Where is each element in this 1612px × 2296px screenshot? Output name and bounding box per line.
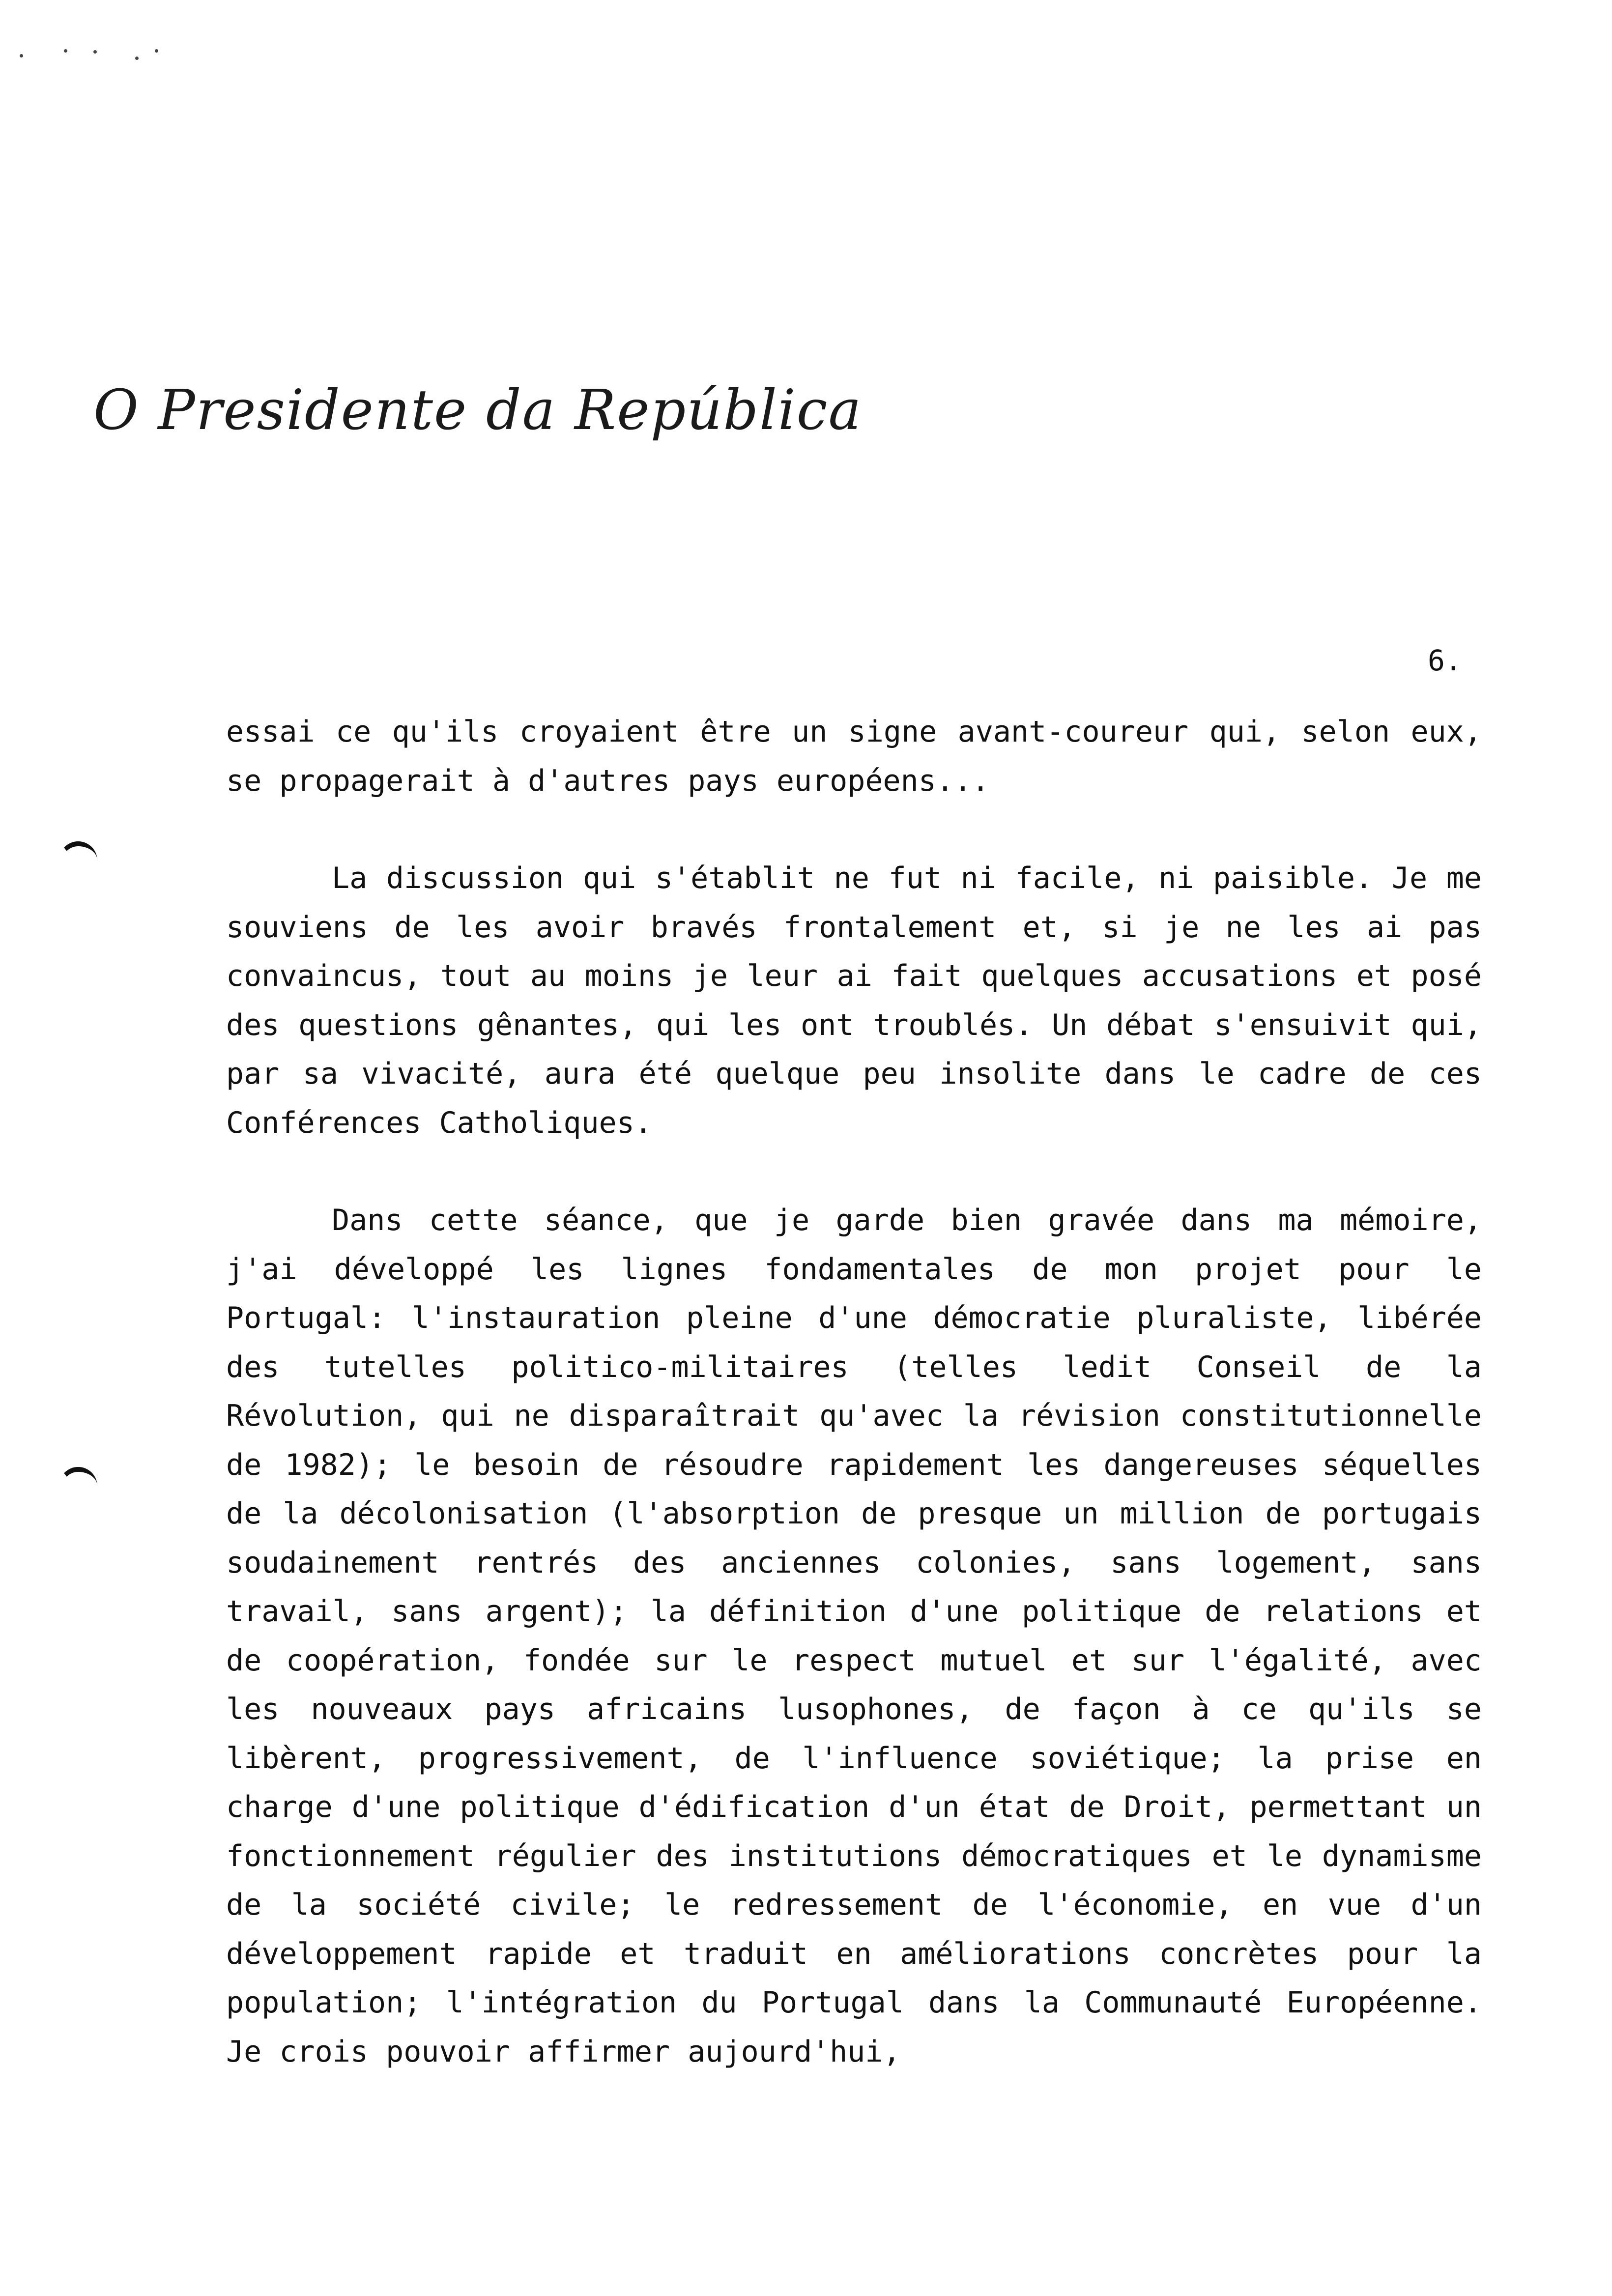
margin-binding-mark: [59, 841, 97, 866]
scan-speck: [20, 54, 23, 57]
paragraph-discussion: La discussion qui s'établit ne fut ni facile, ni paisible. Je me souviens de les avoir bravés frontalement et, si je ne les ai pas convaincus, tout au moins je leur ai fait quelques accusations et posé des questions gênantes, qui les ont troublés. Un débat s'ensuivit qui, par sa vivacité, aura été quelque peu insolite dans le cadre de ces Conférences Catholiques.: [226, 861, 1482, 1140]
body-text: [226, 708, 1482, 2125]
paragraph-continued: essai ce qu'ils croyaient être un signe avant-coureur qui, selon eux, se propagerait à d'autres pays européens...: [226, 715, 1482, 798]
scan-speck: [135, 57, 139, 60]
page-number: 6.: [1428, 644, 1462, 677]
paragraph-seance: Dans cette séance, que je garde bien gravée dans ma mémoire, j'ai développé les lignes fondamentales de mon projet pour le Portugal: l'instauration pleine d'une démocratie pluraliste, libérée des tutelles politico-militaires (telles ledit Conseil de la Révolution, qui ne disparaîtrait qu'avec la révision constitutionnelle de 1982); le besoin de résoudre rapidement les dangereuses séquelles de la décolonisation (l'absorption de presque un million de portugais soudainement rentrés des anciennes colonies, sans logement, sans travail, sans argent); la définition d'une politique de relations et de coopération, fondée sur le respect mutuel et sur l'égalité, avec les nouveaux pays africains lusophones, de façon à ce qu'ils se libèrent, progressivement, de l'influence soviétique; la prise en charge d'une politique d'édification d'un état de Droit, permettant un fonctionnement régulier des institutions démocratiques et le dynamisme de la société civile; le redressement de l'économie, en vue d'un développement rapide et traduit en améliorations concrètes pour la population; l'intégration du Portugal dans la Communauté Européenne. Je crois pouvoir affirmer aujourd'hui,: [226, 1203, 1482, 2069]
margin-binding-mark: [59, 1467, 97, 1492]
letterhead-title: O Presidente da República: [93, 378, 863, 442]
scan-speck: [93, 50, 97, 54]
scan-speck: [64, 49, 67, 53]
scan-speck: [155, 49, 158, 53]
